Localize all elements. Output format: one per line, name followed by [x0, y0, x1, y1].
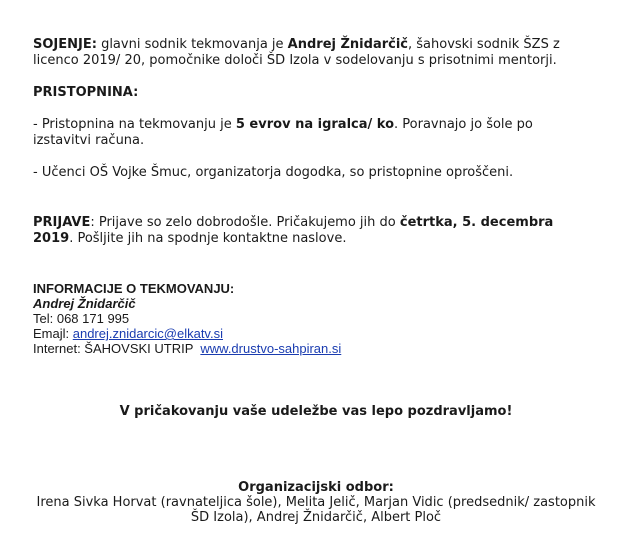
deadline-date: četrtka, 5. decembra 2019 — [33, 215, 554, 246]
contact-internet-line: Internet: ŠAHOVSKI UTRIP www.drustvo-sahpiran.si — [33, 341, 342, 356]
info-block — [33, 281, 593, 356]
prijave-label: PRIJAVE — [33, 215, 91, 230]
committee-block — [30, 480, 602, 525]
email-link[interactable]: andrej.znidarcic@elkatv.si — [72, 326, 223, 341]
sojenje-paragraph: SOJENJE: glavni sodnik tekmovanja je Andrej Žnidarčič, šahovski sodnik ŠZS z licenco 2019/ 20, pomočnike določi ŠD Izola v sodelovanju s prisotnimi mentorji. — [33, 37, 560, 68]
document-body — [33, 37, 593, 356]
fee-amount: 5 evrov na igralca/ ko — [235, 117, 394, 132]
website-link[interactable]: www.drustvo-sahpiran.si — [200, 341, 342, 356]
contact-phone: Tel: 068 171 995 — [33, 311, 130, 326]
info-heading: INFORMACIJE O TEKMOVANJU: — [33, 281, 235, 296]
referee-name: Andrej Žnidarčič — [287, 37, 408, 52]
pristopnina-item-fee: - Pristopnina na tekmovanju je 5 evrov na igralca/ ko. Poravnajo jo šole po izstavitvi računa. — [33, 117, 533, 148]
committee-heading: Organizacijski odbor: — [238, 480, 394, 495]
committee-members: Irena Sivka Horvat (ravnateljica šole), Melita Jelič, Marjan Vidic (predsednik/ zastopnik ŠD Izola), Andrej Žnidarčič, Albert Ploč — [36, 495, 596, 525]
pristopnina-item-exempt: - Učenci OŠ Vojke Šmuc, organizatorja dogodka, so pristopnine oproščeni. — [33, 165, 514, 180]
sojenje-label: SOJENJE: — [33, 37, 97, 52]
prijave-paragraph: PRIJAVE: Prijave so zelo dobrodošle. Pričakujemo jih do četrtka, 5. decembra 2019. Pošljite jih na spodnje kontaktne naslove. — [33, 215, 554, 246]
contact-email-line: Emajl: andrej.znidarcic@elkatv.si — [33, 326, 223, 341]
pristopnina-heading: PRISTOPNINA: — [33, 85, 139, 100]
contact-name: Andrej Žnidarčič — [33, 296, 136, 311]
greeting: V pričakovanju vaše udeležbe vas lepo pozdravljamo! — [119, 404, 513, 419]
